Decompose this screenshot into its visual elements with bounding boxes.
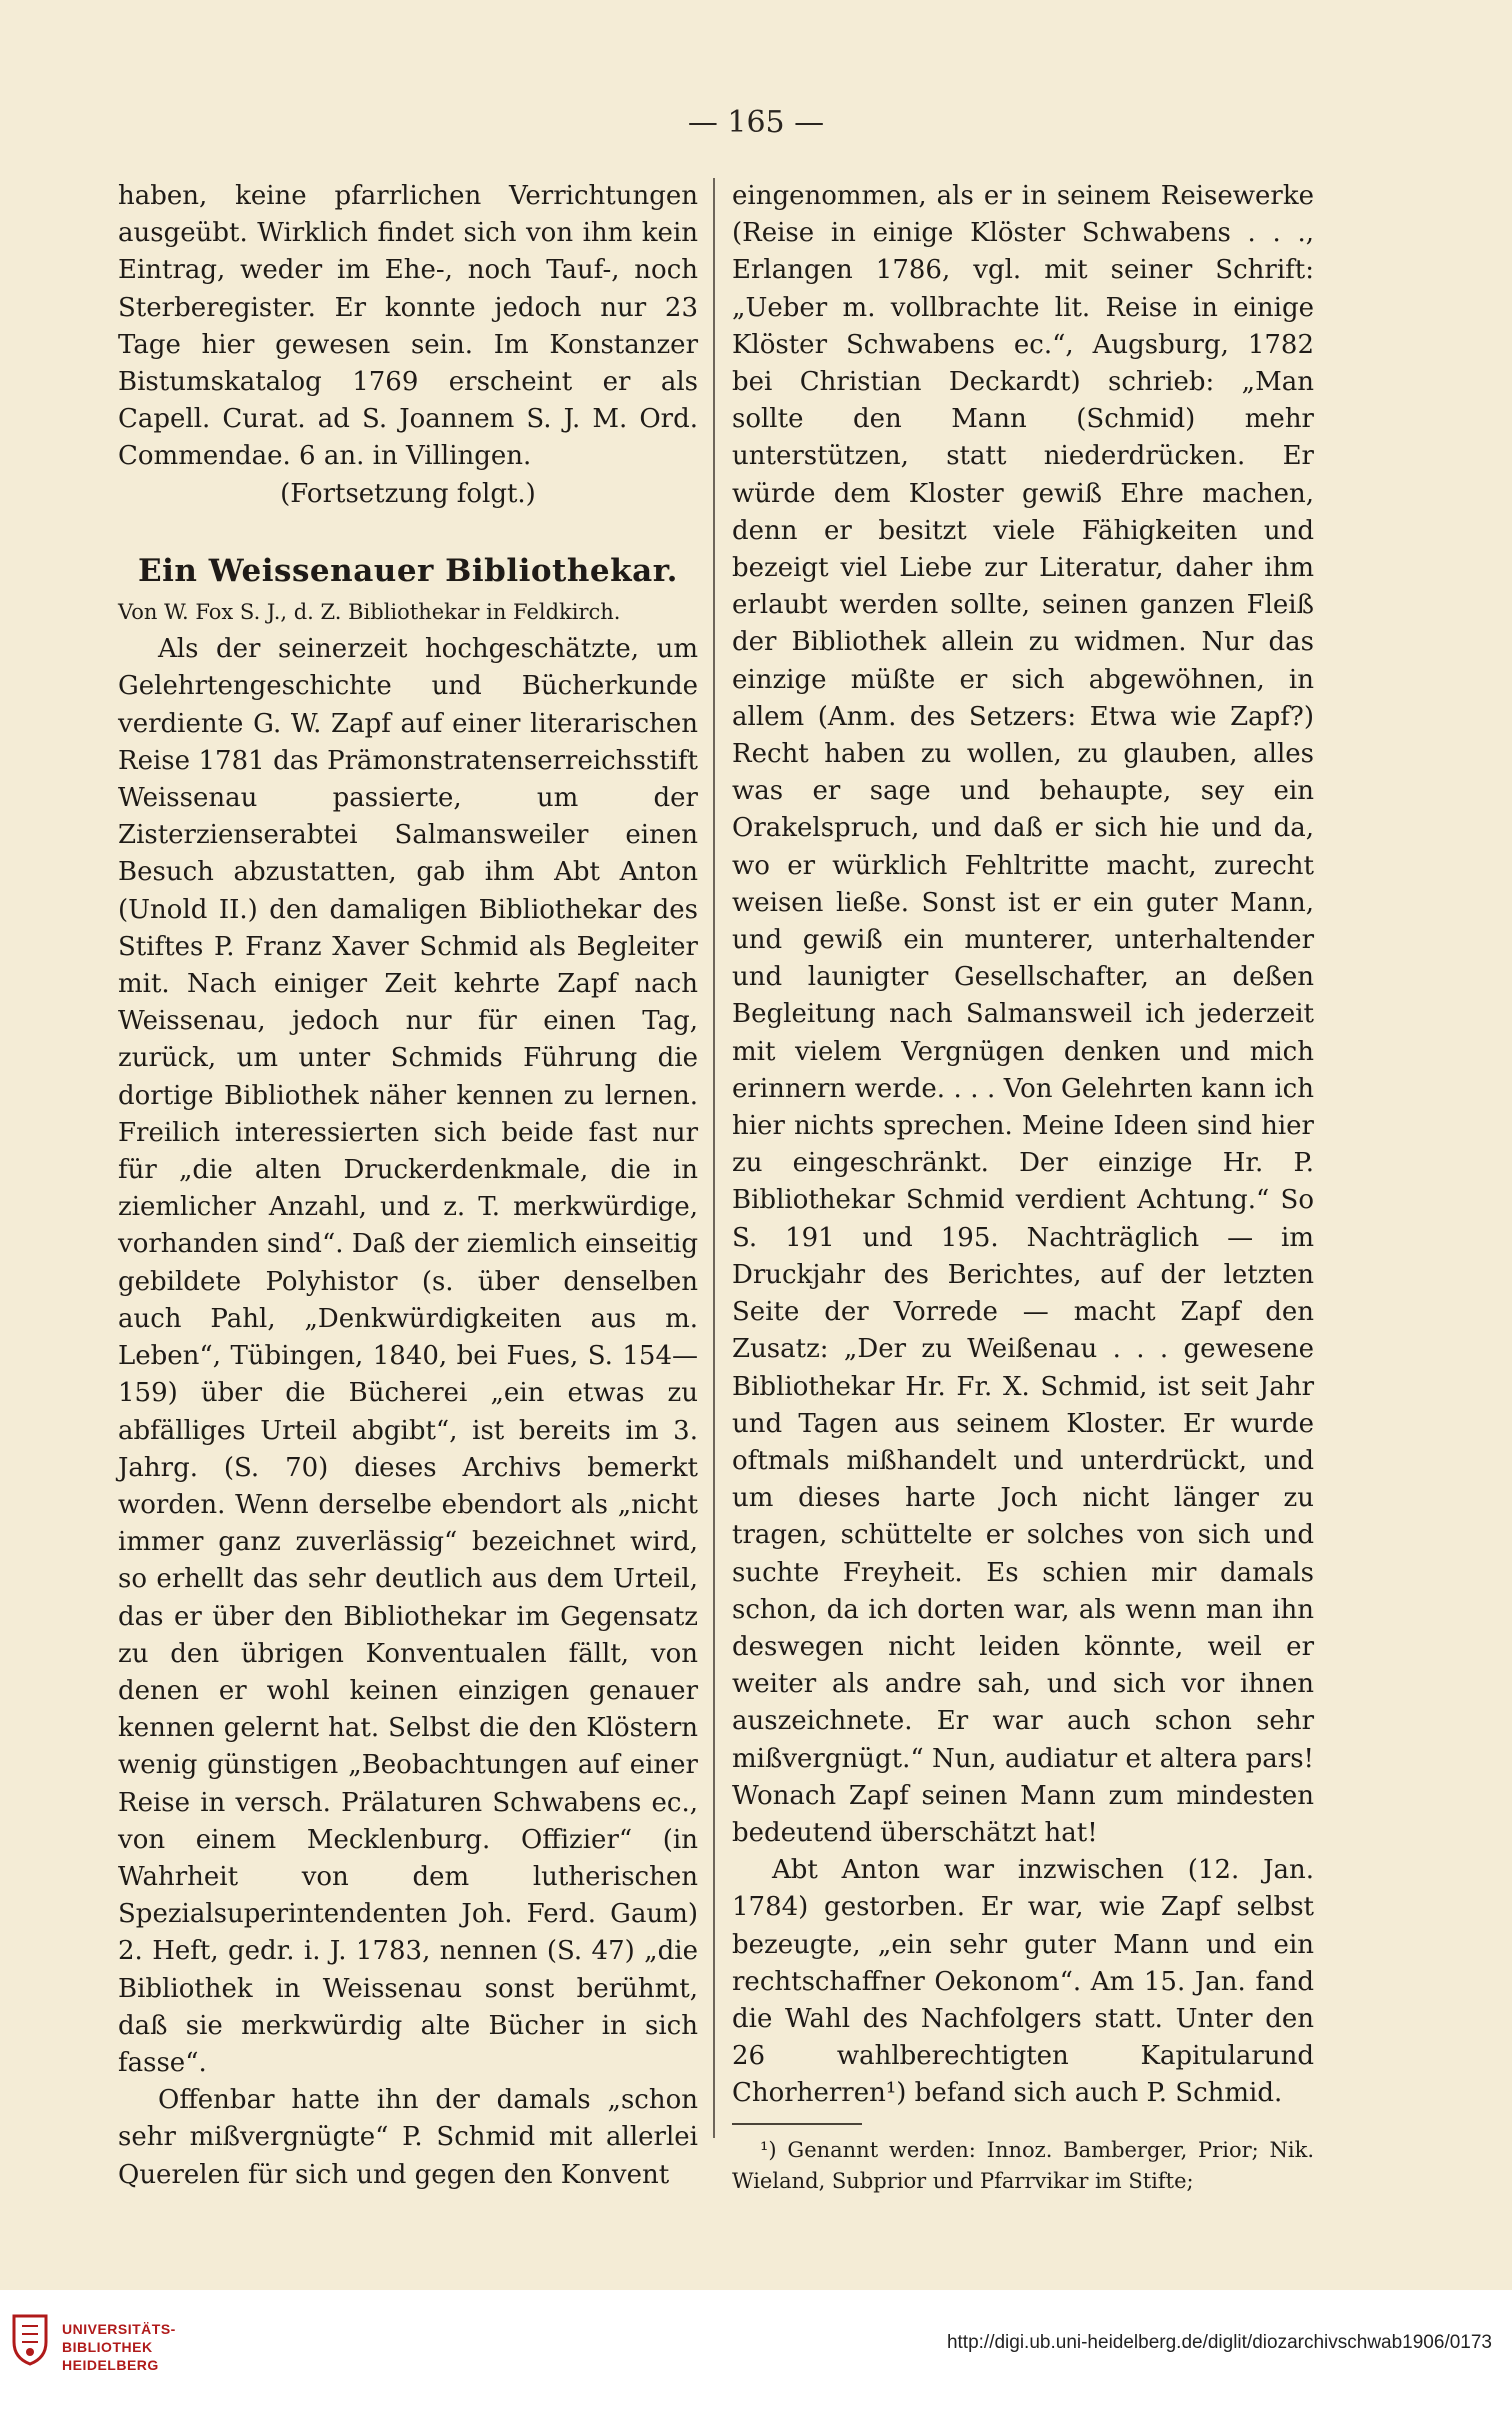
university-seal-icon <box>10 2312 50 2366</box>
source-url-link[interactable]: http://digi.ub.uni-heidelberg.de/diglit/diozarchivschwab1906/0173 <box>946 2332 1492 2353</box>
continuation-note: (Fortsetzung folgt.) <box>280 478 536 509</box>
page-number: — 165 — <box>687 105 825 140</box>
library-footer <box>0 2290 1512 2417</box>
column-divider <box>713 178 715 2138</box>
paragraph: Als der seinerzeit hochgeschätzte, um Gelehrtengeschichte und Bücherkunde verdiente G. W. Zapf auf einer literarischen Reise 1781 das Prämonstratenserreichsstift Weissenau passierte, um der Zisterzienserabtei Salmansweiler einen Besuch abzustatten, gab ihm Abt Anton (Unold II.) den damaligen Bibliothekar des Stiftes P. Franz Xaver Schmid als Begleiter mit. Nach einiger Zeit kehrte Zapf nach Weissenau, jedoch nur für einen Tag, zurück, um unter Schmids Führung die dortige Bibliothek näher kennen zu lernen. Freilich interessierten sich beide fast nur für „die alten Druckerdenkmale, die in ziemlicher Anzahl, und z. T. merkwürdige, vorhanden sind“. Daß der ziemlich einseitig gebildete Polyhistor (s. über denselben auch Pahl, „Denkwürdigkeiten aus m. Leben“, Tübingen, 1840, bei Fues, S. 154—159) über die Bücherei „ein etwas zu abfälliges Urteil abgibt“, ist bereits im 3. Jahrg. (S. 70) dieses Archivs bemerkt worden. Wenn derselbe ebendort als „nicht immer ganz zuverlässig“ bezeichnet wird, so erhellt das sehr deutlich aus dem Urteil, das er über den Bibliothekar im Gegensatz zu den übrigen Konventualen fällt, von denen er wohl keinen einzigen genauer kennen gelernt hat. Selbst die den Klöstern wenig günstigen „Beobachtungen auf einer Reise in versch. Prälaturen Schwabens ec., von einem Mecklenburg. Offizier“ (in Wahrheit von dem lutherischen Spezialsuperintendenten Joh. Ferd. Gaum) 2. Heft, gedr. i. J. 1783, nennen (S. 47) „die Bibliothek in Weissenau sonst berühmt, daß sie merkwürdig alte Bücher in sich fasse“. <box>118 634 698 2078</box>
footnote-rule <box>732 2123 862 2125</box>
right-column <box>732 178 1314 2197</box>
paragraph: Offenbar hatte ihn der damals „schon sehr mißvergnügte“ P. Schmid mit allerlei Querelen für sich und gegen den Konvent <box>118 2085 698 2190</box>
paragraph: Abt Anton war inzwischen (12. Jan. 1784) gestorben. Er war, wie Zapf selbst bezeugte, „ein sehr guter Mann und ein rechtschaffner Oekonom“. Am 15. Jan. fand die Wahl des Nachfolgers statt. Unter den 26 wahlberechtigten Kapitularund Chorherren¹) befand sich auch P. Schmid. <box>732 1855 1314 2109</box>
footnote: ¹) Genannt werden: Innoz. Bamberger, Prior; Nik. Wieland, Subprior und Pfarrvikar im Stifte; <box>732 2137 1314 2193</box>
article-heading: Ein Weissenauer Bibliothekar. <box>138 552 678 589</box>
byline: Von W. Fox S. J., d. Z. Bibliothekar in Feldkirch. <box>118 600 621 625</box>
left-column <box>118 178 698 2194</box>
library-logo-text: UNIVERSITÄTS- BIBLIOTHEK HEIDELBERG <box>62 2321 176 2373</box>
paragraph: eingenommen, als er in seinem Reisewerke (Reise in einige Klöster Schwabens . . ., Erlangen 1786, vgl. mit seiner Schrift: „Ueber m. vollbrachte lit. Reise in einige Klöster Schwabens ec.“, Augsburg, 1782 bei Christian Deckardt) schrieb: „Man sollte den Mann (Schmid) mehr unterstützen, statt niederdrücken. Er würde dem Kloster gewiß Ehre machen, denn er besitzt viele Fähigkeiten und bezeigt viel Liebe zur Literatur, daher ihm erlaubt werden sollte, seinen ganzen Fleiß der Bibliothek allein zu widmen. Nur das einzige müßte er sich abgewöhnen, in allem (Anm. des Setzers: Etwa wie Zapf?) Recht haben zu wollen, zu glauben, alles was er sage und behaupte, sey ein Orakelspruch, und daß er sich hie und da, wo er würklich Fehltritte macht, zurecht weisen ließe. Sonst ist er ein guter Mann, und gewiß ein munterer, unterhaltender und launigter Gesellschafter, an deßen Begleitung nach Salmansweil ich jederzeit mit vielem Vergnügen denken und mich erinnern werde. . . . Von Gelehrten kann ich hier nichts sprechen. Meine Ideen sind hier zu eingeschränkt. Der einzige Hr. P. Bibliothekar Schmid verdient Achtung.“ So S. 191 und 195. Nachträglich — im Druckjahr des Berichtes, auf der letzten Seite der Vorrede — macht Zapf den Zusatz: „Der zu Weißenau . . . gewesene Bibliothekar Hr. Fr. X. Schmid, ist seit Jahr und Tagen aus seinem Kloster. Er wurde oftmals mißhandelt und unterdrückt, und um dieses harte Joch nicht länger zu tragen, schüttelte er solches von sich und suchte Freyheit. Es schien mir damals schon, da ich dorten war, als wenn man ihn deswegen nicht leiden könnte, weil er weiter als andre sah, und sich vor ihnen auszeichnete. Er war auch schon sehr mißvergnügt.“ Nun, audiatur et altera pars! Wonach Zapf seinen Mann zum mindesten bedeutend überschätzt hat! <box>732 181 1314 1848</box>
paragraph: haben, keine pfarrlichen Verrichtungen ausgeübt. Wirklich findet sich von ihm kein Eintrag, weder im Ehe-, noch Tauf-, noch Sterberegister. Er konnte jedoch nur 23 Tage hier gewesen sein. Im Konstanzer Bistumskatalog 1769 erscheint er als Capell. Curat. ad S. Joannem S. J. M. Ord. Commendae. 6 an. in Villingen. <box>118 181 698 472</box>
